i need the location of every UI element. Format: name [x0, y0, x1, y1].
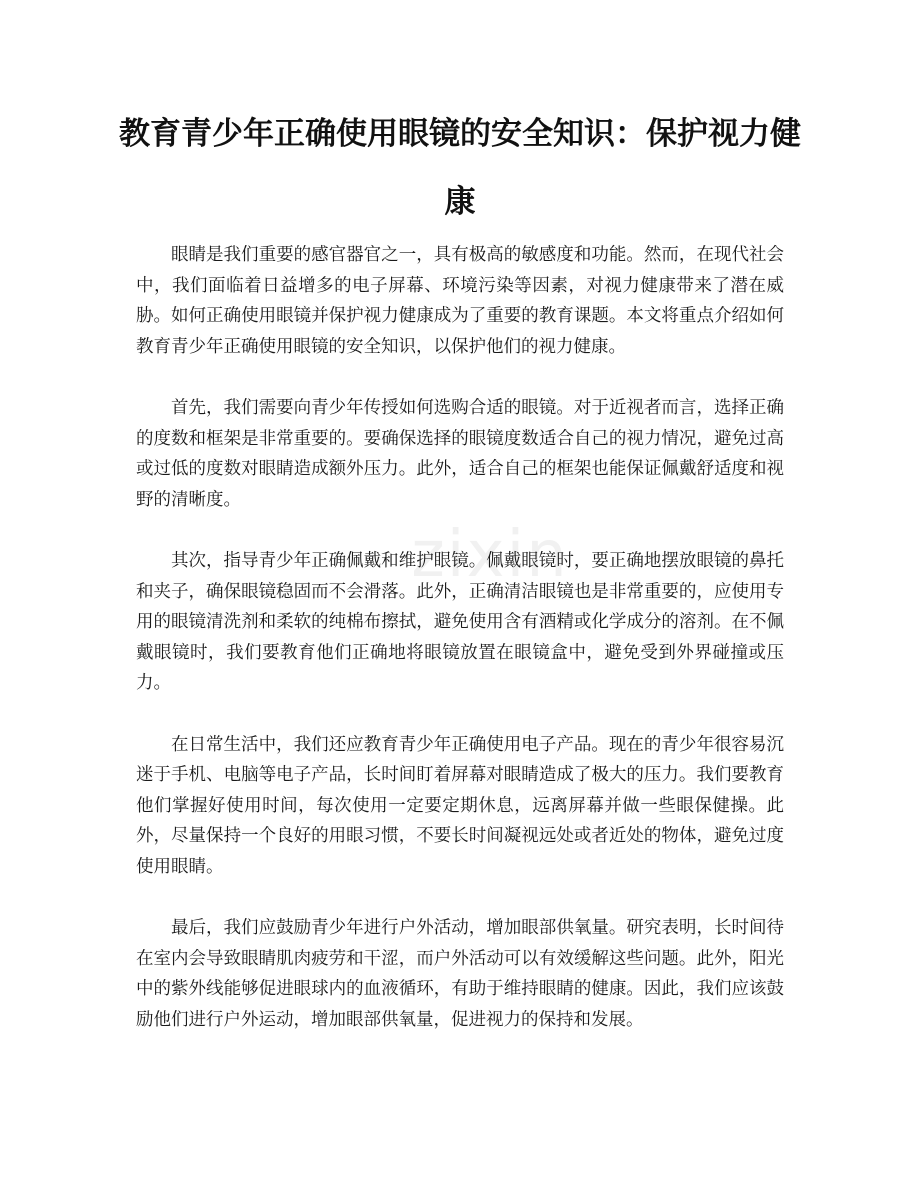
paragraph-outdoor: 最后，我们应鼓励青少年进行户外活动，增加眼部供氧量。研究表明，长时间待在室内会导致眼睛肌肉疲劳和干涩，而户外活动可以有效缓解这些问题。此外，阳光中的紫外线能够促进眼球内的血液循环，有助于维持眼睛的健康。因此，我们应该鼓励他们进行户外运动，增加眼部供氧量，促进视力的保持和发展。	[136, 918, 784, 1030]
document-body	[136, 240, 784, 1066]
paragraph-choose-glasses: 首先，我们需要向青少年传授如何选购合适的眼镜。对于近视者而言，选择正确的度数和框架是非常重要的。要确保选择的眼镜度数适合自己的视力情况，避免过高或过低的度数对眼睛造成额外压力。此外，适合自己的框架也能保证佩戴舒适度和视野的清晰度。	[136, 398, 784, 510]
paragraph-wear-maintain: 其次，指导青少年正确佩戴和维护眼镜。佩戴眼镜时，要正确地摆放眼镜的鼻托和夹子，确保眼镜稳固而不会滑落。此外，正确清洁眼镜也是非常重要的，应使用专用的眼镜清洗剂和柔软的纯棉布擦拭，避免使用含有酒精或化学成分的溶剂。在不佩戴眼镜时，我们要教育他们正确地将眼镜放置在眼镜盒中，避免受到外界碰撞或压力。	[136, 551, 784, 693]
paragraph-intro: 眼睛是我们重要的感官器官之一，具有极高的敏感度和功能。然而，在现代社会中，我们面临着日益增多的电子屏幕、环境污染等因素，对视力健康带来了潜在威胁。如何正确使用眼镜并保护视力健康成为了重要的教育课题。本文将重点介绍如何教育青少年正确使用眼镜的安全知识，以保护他们的视力健康。	[136, 245, 784, 357]
watermark: zixin	[411, 518, 569, 592]
paragraph-electronics: 在日常生活中，我们还应教育青少年正确使用电子产品。现在的青少年很容易沉迷于手机、电脑等电子产品，长时间盯着屏幕对眼睛造成了极大的压力。我们要教育他们掌握好使用时间，每次使用一定要定期休息，远离屏幕并做一些眼保健操。此外，尽量保持一个良好的用眼习惯，不要长时间凝视远处或者近处的物体，避免过度使用眼睛。	[136, 734, 784, 877]
document-title: 教育青少年正确使用眼镜的安全知识：保护视力健康	[119, 116, 801, 220]
